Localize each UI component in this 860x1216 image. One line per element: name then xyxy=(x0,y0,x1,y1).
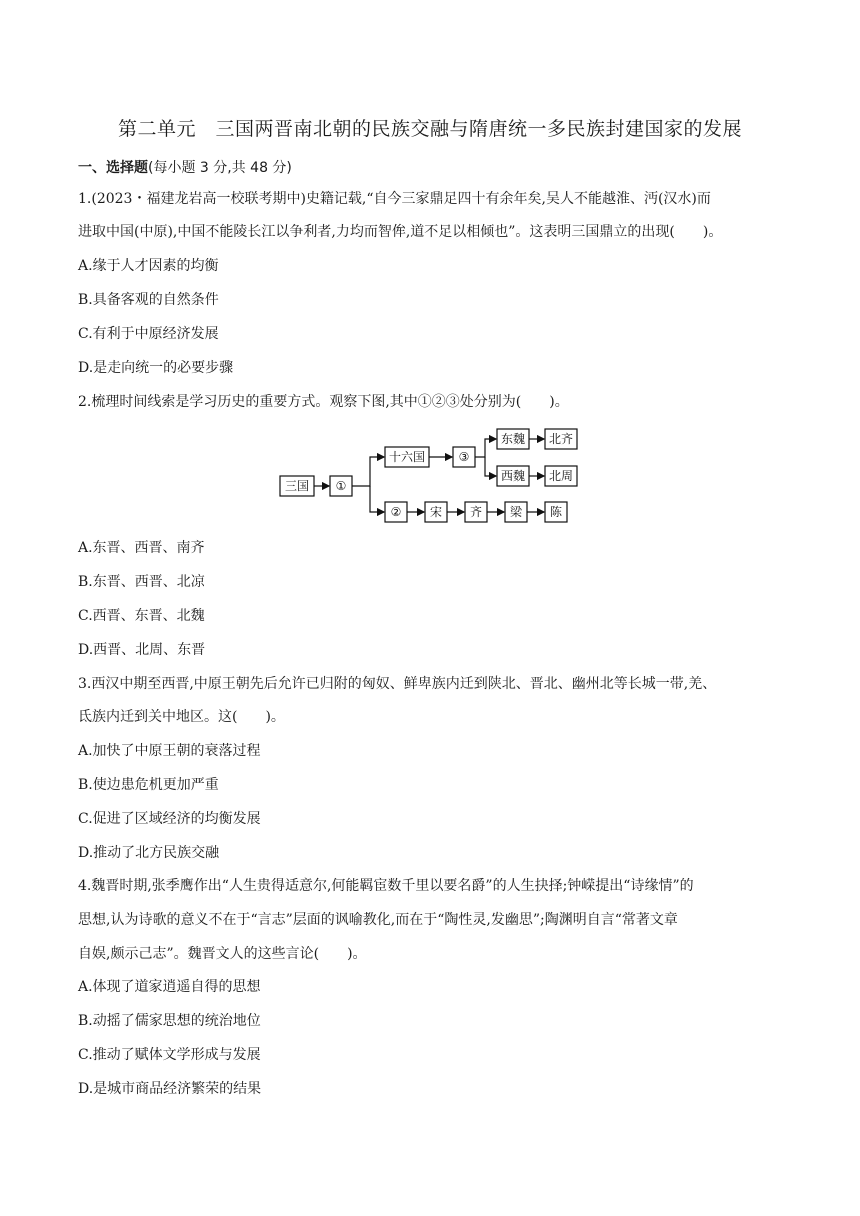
question-3-option-b: B.使边患危机更加严重 xyxy=(78,777,219,793)
label-north-zhou: 北周 xyxy=(548,469,574,483)
question-4-stem-line-2: 思想,认为诗歌的意义不在于“言志”层面的讽喻教化,而在于“陶性灵,发幽思”;陶渊明自言“常著文章 xyxy=(78,912,678,928)
question-3-stem-line-1: 3.西汉中期至西晋,中原王朝先后允许已归附的匈奴、鲜卑族内迁到陕北、晋北、幽州北等长城一带,羌、 xyxy=(78,676,717,692)
label-n3: ③ xyxy=(458,450,470,464)
question-2-option-d: D.西晋、北周、东晋 xyxy=(78,642,206,658)
label-east-wei: 东魏 xyxy=(500,432,526,446)
page-title: 第二单元 三国两晋南北朝的民族交融与隋唐统一多民族封建国家的发展 xyxy=(117,118,742,140)
dynasty-flow-diagram xyxy=(275,420,595,534)
question-4-option-d: D.是城市商品经济繁荣的结果 xyxy=(78,1081,262,1097)
label-chen: 陈 xyxy=(549,505,563,519)
question-3-option-a: A.加快了中原王朝的衰落过程 xyxy=(78,743,261,759)
question-2-stem-line-1: 2.梳理时间线索是学习历史的重要方式。观察下图,其中①②③处分别为( )。 xyxy=(78,394,569,410)
label-n2: ② xyxy=(390,505,402,519)
label-west-wei: 西魏 xyxy=(500,469,526,483)
question-4-option-c: C.推动了赋体文学形成与发展 xyxy=(78,1047,261,1063)
label-liang: 梁 xyxy=(509,505,523,519)
label-song: 宋 xyxy=(429,505,443,519)
question-4-option-a: A.体现了道家逍遥自得的思想 xyxy=(78,979,261,995)
section-note: (每小题 3 分,共 48 分) xyxy=(148,160,292,176)
question-4-stem-line-3: 自娱,颇示己志”。魏晋文人的这些言论( )。 xyxy=(78,946,367,962)
question-2-option-c: C.西晋、东晋、北魏 xyxy=(78,608,205,624)
question-2-option-a: A.东晋、西晋、南齐 xyxy=(78,540,205,556)
question-2-option-b: B.东晋、西晋、北凉 xyxy=(78,574,205,590)
question-3-stem-line-2: 氐族内迁到关中地区。这( )。 xyxy=(78,709,285,725)
question-3-option-c: C.促进了区域经济的均衡发展 xyxy=(78,811,261,827)
label-sanguo: 三国 xyxy=(284,479,310,493)
question-1-option-c: C.有利于中原经济发展 xyxy=(78,326,219,342)
section-heading xyxy=(78,157,292,177)
question-4-stem-line-1: 4.魏晋时期,张季鹰作出“人生贵得适意尔,何能羁宦数千里以要名爵”的人生抉择;钟嵘提出“诗缘情”的 xyxy=(78,878,694,894)
label-n1: ① xyxy=(335,479,347,493)
question-1-option-a: A.缘于人才因素的均衡 xyxy=(78,258,219,274)
label-sixteen: 十六国 xyxy=(388,450,426,464)
label-north-qi: 北齐 xyxy=(548,432,574,446)
label-qi: 齐 xyxy=(469,505,483,519)
question-1-option-b: B.具备客观的自然条件 xyxy=(78,292,219,308)
question-3-option-d: D.推动了北方民族交融 xyxy=(78,845,220,861)
question-4-option-b: B.动摇了儒家思想的统治地位 xyxy=(78,1013,261,1029)
question-1-option-d: D.是走向统一的必要步骤 xyxy=(78,360,234,376)
section-label: 一、选择题 xyxy=(78,160,148,176)
question-1-stem-line-1: 1.(2023・福建龙岩高一校联考期中)史籍记载,“自今三家鼎足四十有余年矣,吴人不能越淮、沔(汉水)而 xyxy=(78,191,711,207)
question-1-stem-line-2: 进取中国(中原),中国不能陵长江以争利者,力均而智侔,道不足以相倾也”。这表明三国鼎立的出现( )。 xyxy=(78,224,723,240)
